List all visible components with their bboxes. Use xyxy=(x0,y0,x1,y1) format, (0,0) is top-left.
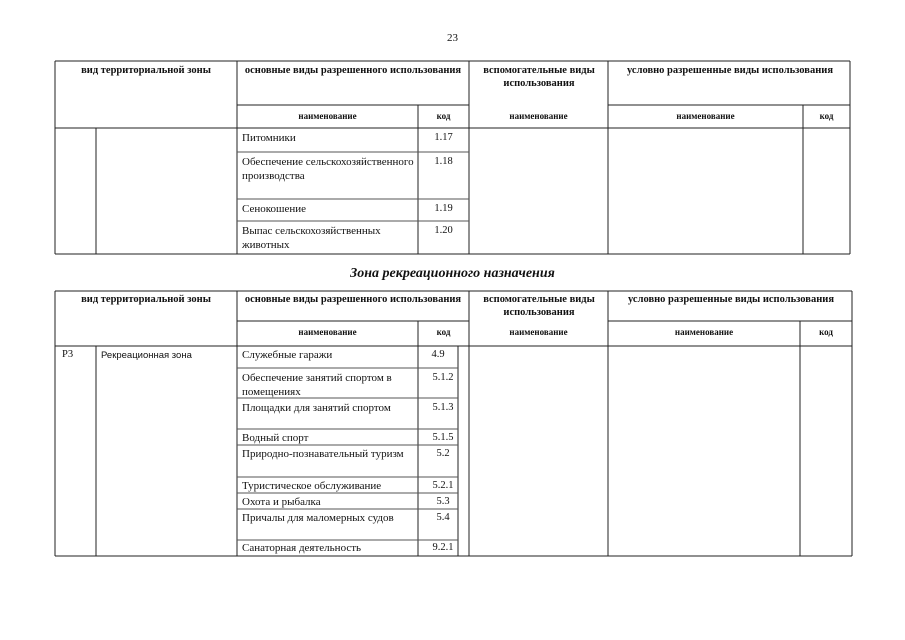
header-main-uses: основные виды разрешенного использования xyxy=(244,294,462,305)
table-row-name: Причалы для маломерных судов xyxy=(242,512,394,524)
table-row-name: Служебные гаражи xyxy=(242,349,333,361)
table-row-name: Водный спорт xyxy=(242,432,309,444)
header-cond-uses: условно разрешенные виды использования xyxy=(627,65,833,76)
header-aux-uses: вспомогательные виды использования xyxy=(483,294,595,318)
header-zone-type: вид территориальной зоны xyxy=(81,294,211,305)
table-row-code: 9.2.1 xyxy=(432,542,454,553)
table-row-name: Охота и рыбалка xyxy=(242,496,321,508)
table-row-code: 5.1.2 xyxy=(432,372,454,383)
table-row-code: 5.4 xyxy=(436,512,450,523)
table-row-code: 1.19 xyxy=(434,203,453,214)
table-row-code: 1.18 xyxy=(434,156,453,167)
table-row-name: Площадки для занятий спортом xyxy=(242,402,391,414)
subheader-cond-code: код xyxy=(819,327,833,337)
subheader-cond-name: наименование xyxy=(674,327,734,337)
header-zone-type: вид территориальной зоны xyxy=(81,65,211,76)
subheader-name: наименование xyxy=(298,111,357,121)
table-row-name: Обеспечение занятий спортом в помещениях xyxy=(242,372,392,398)
table-row-name: Выпас сельскохозяйственных животных xyxy=(242,225,381,251)
table-row-name: Питомники xyxy=(242,132,296,144)
header-cond-uses: условно разрешенные виды использования xyxy=(628,294,834,305)
zone-code: Р3 xyxy=(62,349,74,360)
subheader-cond-name: наименование xyxy=(676,111,735,121)
subheader-code: код xyxy=(436,111,451,121)
header-aux-uses: вспомогательные виды использования xyxy=(483,65,595,89)
table-row-code: 5.1.3 xyxy=(432,402,454,413)
subheader-name: наименование xyxy=(298,327,357,337)
table-row-code: 5.3 xyxy=(436,496,450,507)
table-row-name: Санаторная деятельность xyxy=(242,542,362,554)
subheader-code: код xyxy=(436,327,451,337)
table-row-code: 5.2 xyxy=(436,448,450,459)
table-row-name: Сенокошение xyxy=(242,203,307,215)
table-row-code: 5.1.5 xyxy=(432,432,454,443)
table-row-code: 5.2.1 xyxy=(432,480,454,491)
zone-title: Зона рекреационного назначения xyxy=(350,266,555,281)
table-row-name: Туристическое обслуживание xyxy=(242,480,382,492)
table-row-name: Природно-познавательный туризм xyxy=(242,448,404,460)
table-row-name: Обеспечение сельскохозяйственного производства xyxy=(242,156,414,182)
table-row-code: 1.20 xyxy=(434,225,453,236)
table-row-code: 1.17 xyxy=(434,132,453,143)
page-number: 23 xyxy=(447,32,458,44)
header-main-uses: основные виды разрешенного использования xyxy=(244,65,462,76)
subheader-cond-code: код xyxy=(819,111,834,121)
zone-name: Рекреационная зона xyxy=(101,350,192,361)
table-row-code: 4.9 xyxy=(431,349,445,360)
subheader-aux-name: наименование xyxy=(509,111,568,121)
subheader-aux-name: наименование xyxy=(509,327,568,337)
